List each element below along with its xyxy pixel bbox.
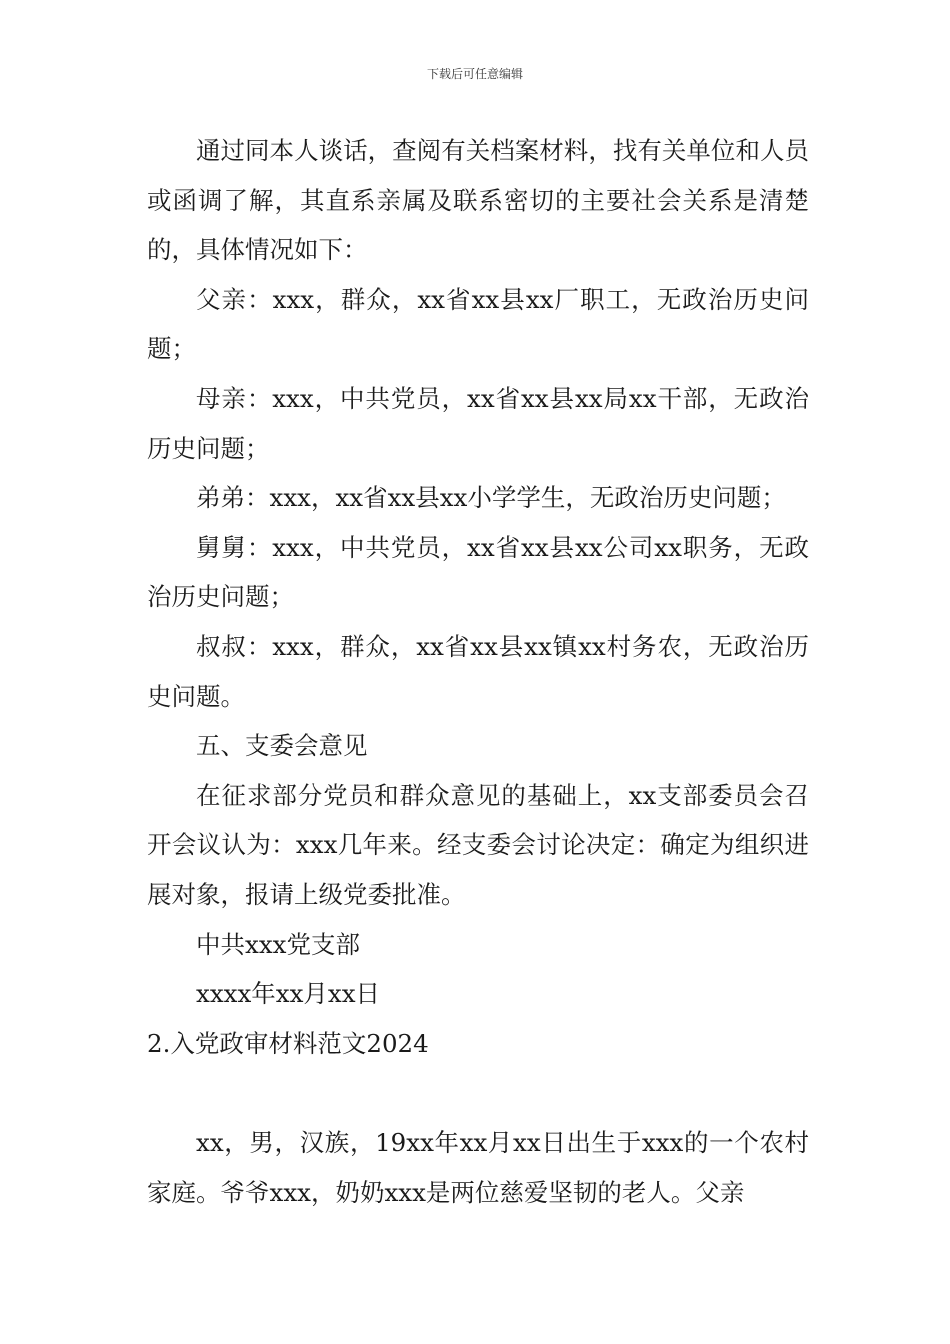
blank-line	[147, 1068, 809, 1118]
heading-committee-opinion: 五、支委会意见	[196, 731, 368, 761]
paragraph-committee-opinion: 在征求部分党员和群众意见的基础上，xx支部委员会召开会议认为：xxx几年来。经支委会讨论决定：确定为组织进展对象，报请上级党委批准。	[147, 780, 809, 909]
paragraph-biography: xx，男，汉族，19xx年xx月xx日出生于xxx的一个农村家庭。爷爷xxx，奶奶xxx是两位慈爱坚韧的老人。父亲	[147, 1128, 809, 1207]
paragraph-uncle-paternal: 叔叔：xxx，群众，xx省xx县xx镇xx村务农，无政治历史问题。	[147, 631, 809, 711]
signature-date: xxxx年xx月xx日	[196, 979, 381, 1009]
paragraph-father: 父亲：xxx，群众，xx省xx县xx厂职工，无政治历史问题；	[147, 284, 809, 364]
paragraph-mother: 母亲：xxx，中共党员，xx省xx县xx局xx干部，无政治历史问题；	[147, 383, 809, 463]
page-header: 下载后可任意编辑	[426, 67, 523, 81]
paragraph-investigation-intro: 通过同本人谈话，查阅有关档案材料，找有关单位和人员或函调了解，其直系亲属及联系密切的主要社会关系是清楚的，具体情况如下：	[147, 136, 809, 265]
paragraph-younger-brother: 弟弟：xxx，xx省xx县xx小学学生，无政治历史问题；	[196, 483, 786, 513]
signature-party-branch: 中共xxx党支部	[196, 929, 360, 959]
document-body	[147, 126, 809, 1217]
section-title: 2.入党政审材料范文2024	[147, 1028, 429, 1058]
paragraph-uncle-maternal: 舅舅：xxx，中共党员，xx省xx县xx公司xx职务，无政治历史问题；	[147, 532, 809, 612]
